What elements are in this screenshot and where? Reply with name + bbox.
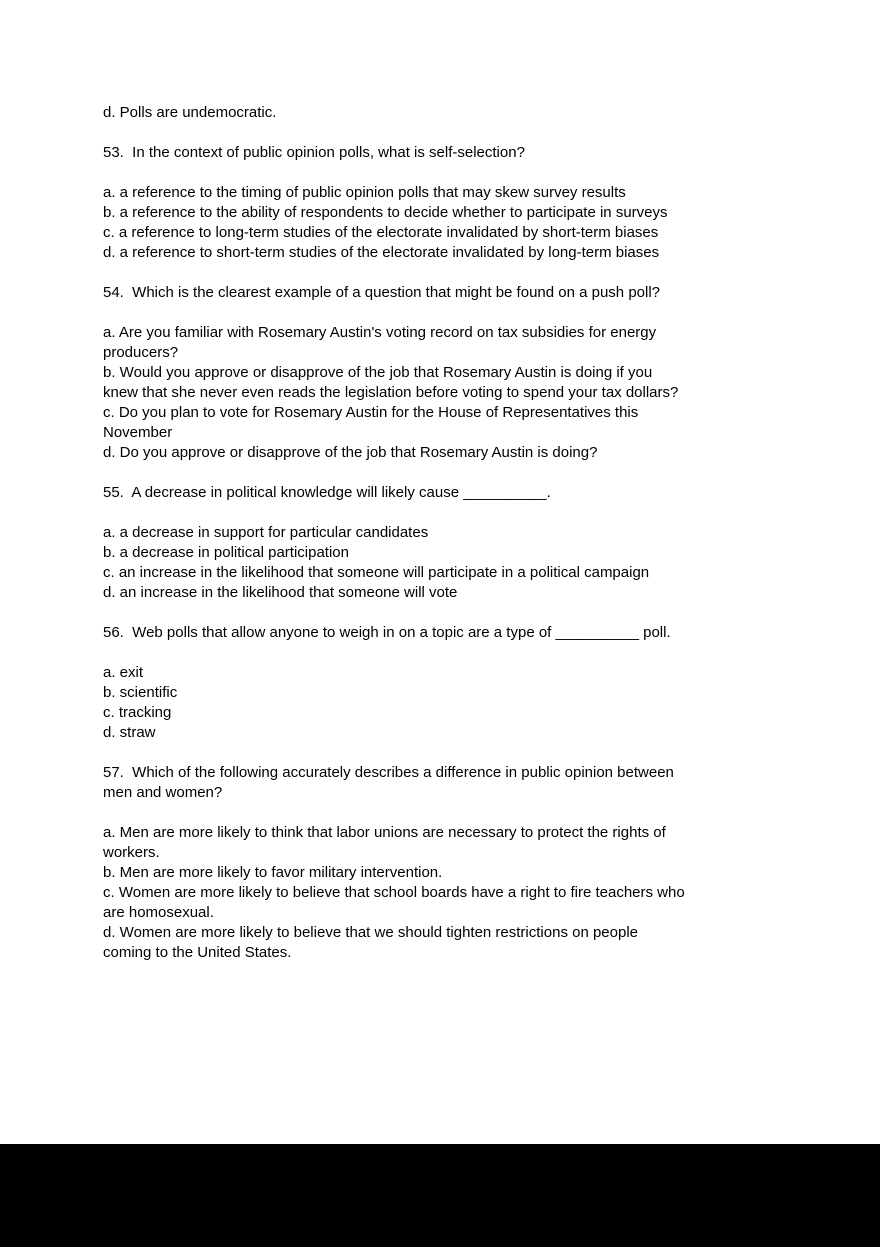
text-line: d. Polls are undemocratic. <box>103 104 277 121</box>
question-53-options-block <box>103 183 803 263</box>
text-line: November <box>103 424 173 441</box>
text-line: b. Would you approve or disapprove of the job that Rosemary Austin is doing if you <box>103 364 653 381</box>
question-57-options-block <box>103 823 803 963</box>
text-line: 56. Web polls that allow anyone to weigh in on a topic are a type of __________ poll. <box>103 624 671 641</box>
text-line: c. tracking <box>103 704 172 721</box>
text-line: 57. Which of the following accurately describes a difference in public opinion between <box>103 764 674 781</box>
question-53-block <box>103 143 803 163</box>
question-57-block <box>103 763 803 803</box>
text-line: a. a reference to the timing of public opinion polls that may skew survey results <box>103 184 626 201</box>
text-line: c. Do you plan to vote for Rosemary Austin for the House of Representatives this <box>103 404 639 421</box>
text-line: d. an increase in the likelihood that someone will vote <box>103 584 458 601</box>
text-line: workers. <box>103 844 160 861</box>
text-line: coming to the United States. <box>103 944 292 961</box>
text-line: c. an increase in the likelihood that someone will participate in a political campaign <box>103 564 650 581</box>
question-55-options-block <box>103 523 803 603</box>
text-line: knew that she never even reads the legislation before voting to spend your tax dollars? <box>103 384 679 401</box>
text-line: c. a reference to long-term studies of the electorate invalidated by short-term biases <box>103 224 659 241</box>
question-55-block <box>103 483 803 503</box>
question-56-options-block <box>103 663 803 743</box>
text-line: a. a decrease in support for particular candidates <box>103 524 429 541</box>
text-line: b. Men are more likely to favor military intervention. <box>103 864 443 881</box>
text-line: b. a decrease in political participation <box>103 544 349 561</box>
text-line: d. Women are more likely to believe that we should tighten restrictions on people <box>103 924 639 941</box>
text-line: men and women? <box>103 784 223 801</box>
text-line: are homosexual. <box>103 904 214 921</box>
text-line: d. a reference to short-term studies of the electorate invalidated by long-term biases <box>103 244 660 261</box>
question-56-block <box>103 623 803 643</box>
text-line: a. Are you familiar with Rosemary Austin's voting record on tax subsidies for energy <box>103 324 657 341</box>
document-content <box>103 103 803 983</box>
text-line: a. exit <box>103 664 144 681</box>
question-54-options-block <box>103 323 803 463</box>
question-54-block <box>103 283 803 303</box>
text-line: b. a reference to the ability of respondents to decide whether to participate in surveys <box>103 204 668 221</box>
text-line: 55. A decrease in political knowledge will likely cause __________. <box>103 484 551 501</box>
text-line: a. Men are more likely to think that labor unions are necessary to protect the rights of <box>103 824 666 841</box>
carryover-option-block <box>103 103 803 123</box>
text-line: d. Do you approve or disapprove of the job that Rosemary Austin is doing? <box>103 444 598 461</box>
text-line: d. straw <box>103 724 156 741</box>
text-line: producers? <box>103 344 179 361</box>
text-line: 53. In the context of public opinion polls, what is self-selection? <box>103 144 525 161</box>
text-line: b. scientific <box>103 684 178 701</box>
text-line: c. Women are more likely to believe that school boards have a right to fire teachers who <box>103 884 685 901</box>
text-line: 54. Which is the clearest example of a question that might be found on a push poll? <box>103 284 661 301</box>
bottom-black-bar <box>0 1144 880 1247</box>
